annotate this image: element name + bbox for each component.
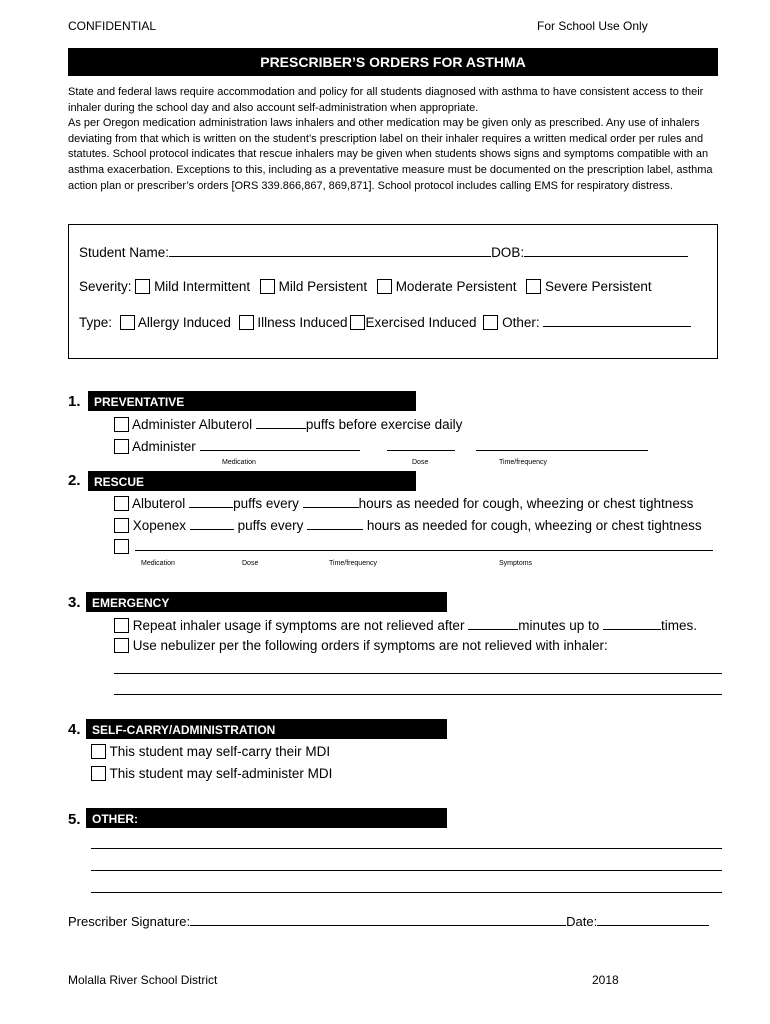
section-preventative-header: PREVENTATIVE: [88, 391, 416, 411]
self-administer-checkbox[interactable]: [91, 766, 106, 781]
rescue-albuterol-hours-field[interactable]: [303, 495, 359, 508]
emergency-repeat-row: [114, 617, 697, 633]
severity-checkbox-mild-persistent[interactable]: [260, 279, 275, 294]
section-1-number: 1.: [68, 393, 81, 410]
preventative-puffs-text: puffs before exercise daily: [305, 417, 463, 432]
section-3-number: 3.: [68, 594, 81, 611]
preventative-dose-field[interactable]: [387, 438, 455, 451]
type-option-other: Other:: [502, 315, 540, 330]
other-line-3[interactable]: [91, 892, 722, 893]
emergency-nebulizer-text: Use nebulizer per the following orders if symptoms are not relieved with inhaler:: [132, 638, 608, 653]
preventative-albuterol-checkbox[interactable]: [114, 417, 129, 432]
severity-checkbox-mild-intermittent[interactable]: [135, 279, 150, 294]
preventative-administer-checkbox[interactable]: [114, 439, 129, 454]
emergency-times-field[interactable]: [603, 617, 661, 630]
emergency-minutes-text: minutes up to: [518, 618, 603, 633]
emergency-nebulizer-row: [114, 638, 608, 653]
form-title: PRESCRIBER’S ORDERS FOR ASTHMA: [68, 48, 718, 76]
severity-option-mild-persistent: Mild Persistent: [278, 279, 368, 294]
section-self-carry-header: SELF-CARRY/ADMINISTRATION: [86, 719, 447, 739]
intro-paragraph-2: As per Oregon medication administration laws inhalers and other medication may be given only as prescribed. Any use of inhalers deviating from that which is written on the student’s prescription label on their inhaler requires a written medical order per rules and statutes. School protocol indicates that rescue inhalers may be given when students shows signs and symptoms compatible with an asthma exacerbation. Exceptions to this, including as a preventative measure must be documented on the prescription label, asthma action plan or prescriber’s orders [ORS 339.866,867, 869,871]. School protocol includes calling EMS for respiratory distress.: [68, 117, 713, 192]
rescue-xopenex-puffs-field[interactable]: [190, 517, 234, 530]
emergency-nebulizer-checkbox[interactable]: [114, 638, 129, 653]
self-administer-text: This student may self-administer MDI: [109, 766, 333, 781]
signature-label: Prescriber Signature:: [68, 914, 191, 929]
footer-year: 2018: [592, 973, 619, 987]
severity-checkbox-moderate-persistent[interactable]: [377, 279, 392, 294]
section-emergency-header: EMERGENCY: [86, 592, 447, 612]
rescue-xopenex-hours-field[interactable]: [307, 517, 363, 530]
signature-row: [68, 913, 709, 929]
type-option-allergy: Allergy Induced: [137, 315, 231, 330]
type-checkbox-other[interactable]: [483, 315, 498, 330]
rescue-albuterol-text: Albuterol: [132, 496, 190, 511]
date-field[interactable]: [597, 913, 709, 926]
preventative-administer-row: [114, 438, 648, 454]
intro-text: [68, 85, 720, 194]
emergency-repeat-text: Repeat inhaler usage if symptoms are not relieved after: [132, 618, 469, 633]
severity-option-moderate-persistent: Moderate Persistent: [395, 279, 517, 294]
signature-field[interactable]: [190, 913, 566, 926]
section-other-header: OTHER:: [86, 808, 447, 828]
emergency-times-text: times.: [661, 618, 698, 633]
caption-medication: Medication: [222, 459, 256, 466]
other-line-1[interactable]: [91, 848, 722, 849]
type-checkbox-illness[interactable]: [239, 315, 254, 330]
type-option-illness: Illness Induced: [257, 315, 348, 330]
type-row: [79, 314, 691, 330]
type-checkbox-exercise[interactable]: [350, 315, 365, 330]
caption-time-frequency: Time/frequency: [499, 459, 547, 466]
rescue-other-checkbox[interactable]: [114, 539, 129, 554]
rescue-albuterol-hours-text: hours as needed for cough, wheezing or chest tightness: [358, 496, 694, 511]
rescue-other-row: [114, 538, 713, 554]
rescue-albuterol-puffs-text: puffs every: [233, 496, 303, 511]
preventative-puffs-field[interactable]: [256, 416, 306, 429]
emergency-orders-line-2[interactable]: [114, 694, 722, 695]
intro-paragraph-1: State and federal laws require accommodation and policy for all students diagnosed with asthma to have consistent access to their inhaler during the school day and also account self-administration when appropriate.: [68, 86, 704, 114]
rescue-albuterol-puffs-field[interactable]: [189, 495, 233, 508]
severity-option-mild-intermittent: Mild Intermittent: [154, 279, 251, 294]
section-rescue-header: RESCUE: [88, 471, 416, 491]
emergency-minutes-field[interactable]: [468, 617, 518, 630]
self-carry-checkbox[interactable]: [91, 744, 106, 759]
rescue-xopenex-text: Xopenex: [132, 518, 190, 533]
caption-dose: Dose: [412, 459, 429, 466]
severity-row: [79, 279, 652, 294]
severity-label: Severity:: [79, 279, 132, 294]
self-carry-text: This student may self-carry their MDI: [109, 744, 331, 759]
type-checkbox-allergy[interactable]: [120, 315, 135, 330]
section-2-number: 2.: [68, 472, 81, 489]
other-line-2[interactable]: [91, 870, 722, 871]
severity-checkbox-severe-persistent[interactable]: [526, 279, 541, 294]
rescue-xopenex-hours-text: hours as needed for cough, wheezing or chest tightness: [363, 518, 702, 533]
footer-district: Molalla River School District: [68, 973, 218, 987]
preventative-administer-text: Administer: [132, 439, 200, 454]
type-label: Type:: [79, 315, 113, 330]
rescue-xopenex-puffs-text: puffs every: [233, 518, 308, 533]
student-name-field[interactable]: [169, 244, 491, 257]
type-other-field[interactable]: [543, 314, 691, 327]
dob-field[interactable]: [524, 244, 688, 257]
emergency-repeat-checkbox[interactable]: [114, 618, 129, 633]
rescue-caption-symptoms: Symptoms: [499, 560, 533, 567]
preventative-frequency-field[interactable]: [476, 438, 648, 451]
student-name-row: [79, 244, 688, 260]
rescue-other-field[interactable]: [135, 538, 713, 551]
student-name-label: Student Name:: [79, 245, 170, 260]
type-option-exercise: Exercised Induced: [365, 315, 477, 330]
rescue-caption-time-frequency: Time/frequency: [329, 560, 377, 567]
rescue-caption-dose: Dose: [242, 560, 259, 567]
confidential-label: CONFIDENTIAL: [68, 19, 157, 33]
section-4-number: 4.: [68, 721, 81, 738]
rescue-albuterol-row: [114, 495, 693, 511]
rescue-caption-medication: Medication: [141, 560, 175, 567]
preventative-albuterol-row: [114, 416, 462, 432]
preventative-medication-field[interactable]: [200, 438, 360, 451]
date-label: Date:: [566, 914, 598, 929]
rescue-albuterol-checkbox[interactable]: [114, 496, 129, 511]
rescue-xopenex-row: [114, 517, 702, 533]
rescue-xopenex-checkbox[interactable]: [114, 518, 129, 533]
severity-option-severe-persistent: Severe Persistent: [545, 279, 652, 294]
section-5-number: 5.: [68, 811, 81, 828]
school-use-label: For School Use Only: [537, 19, 648, 33]
emergency-orders-line-1[interactable]: [114, 673, 722, 674]
preventative-albuterol-text: Administer Albuterol: [132, 417, 256, 432]
dob-label: DOB:: [491, 245, 525, 260]
self-administer-row: [91, 766, 332, 781]
self-carry-row: [91, 744, 330, 759]
